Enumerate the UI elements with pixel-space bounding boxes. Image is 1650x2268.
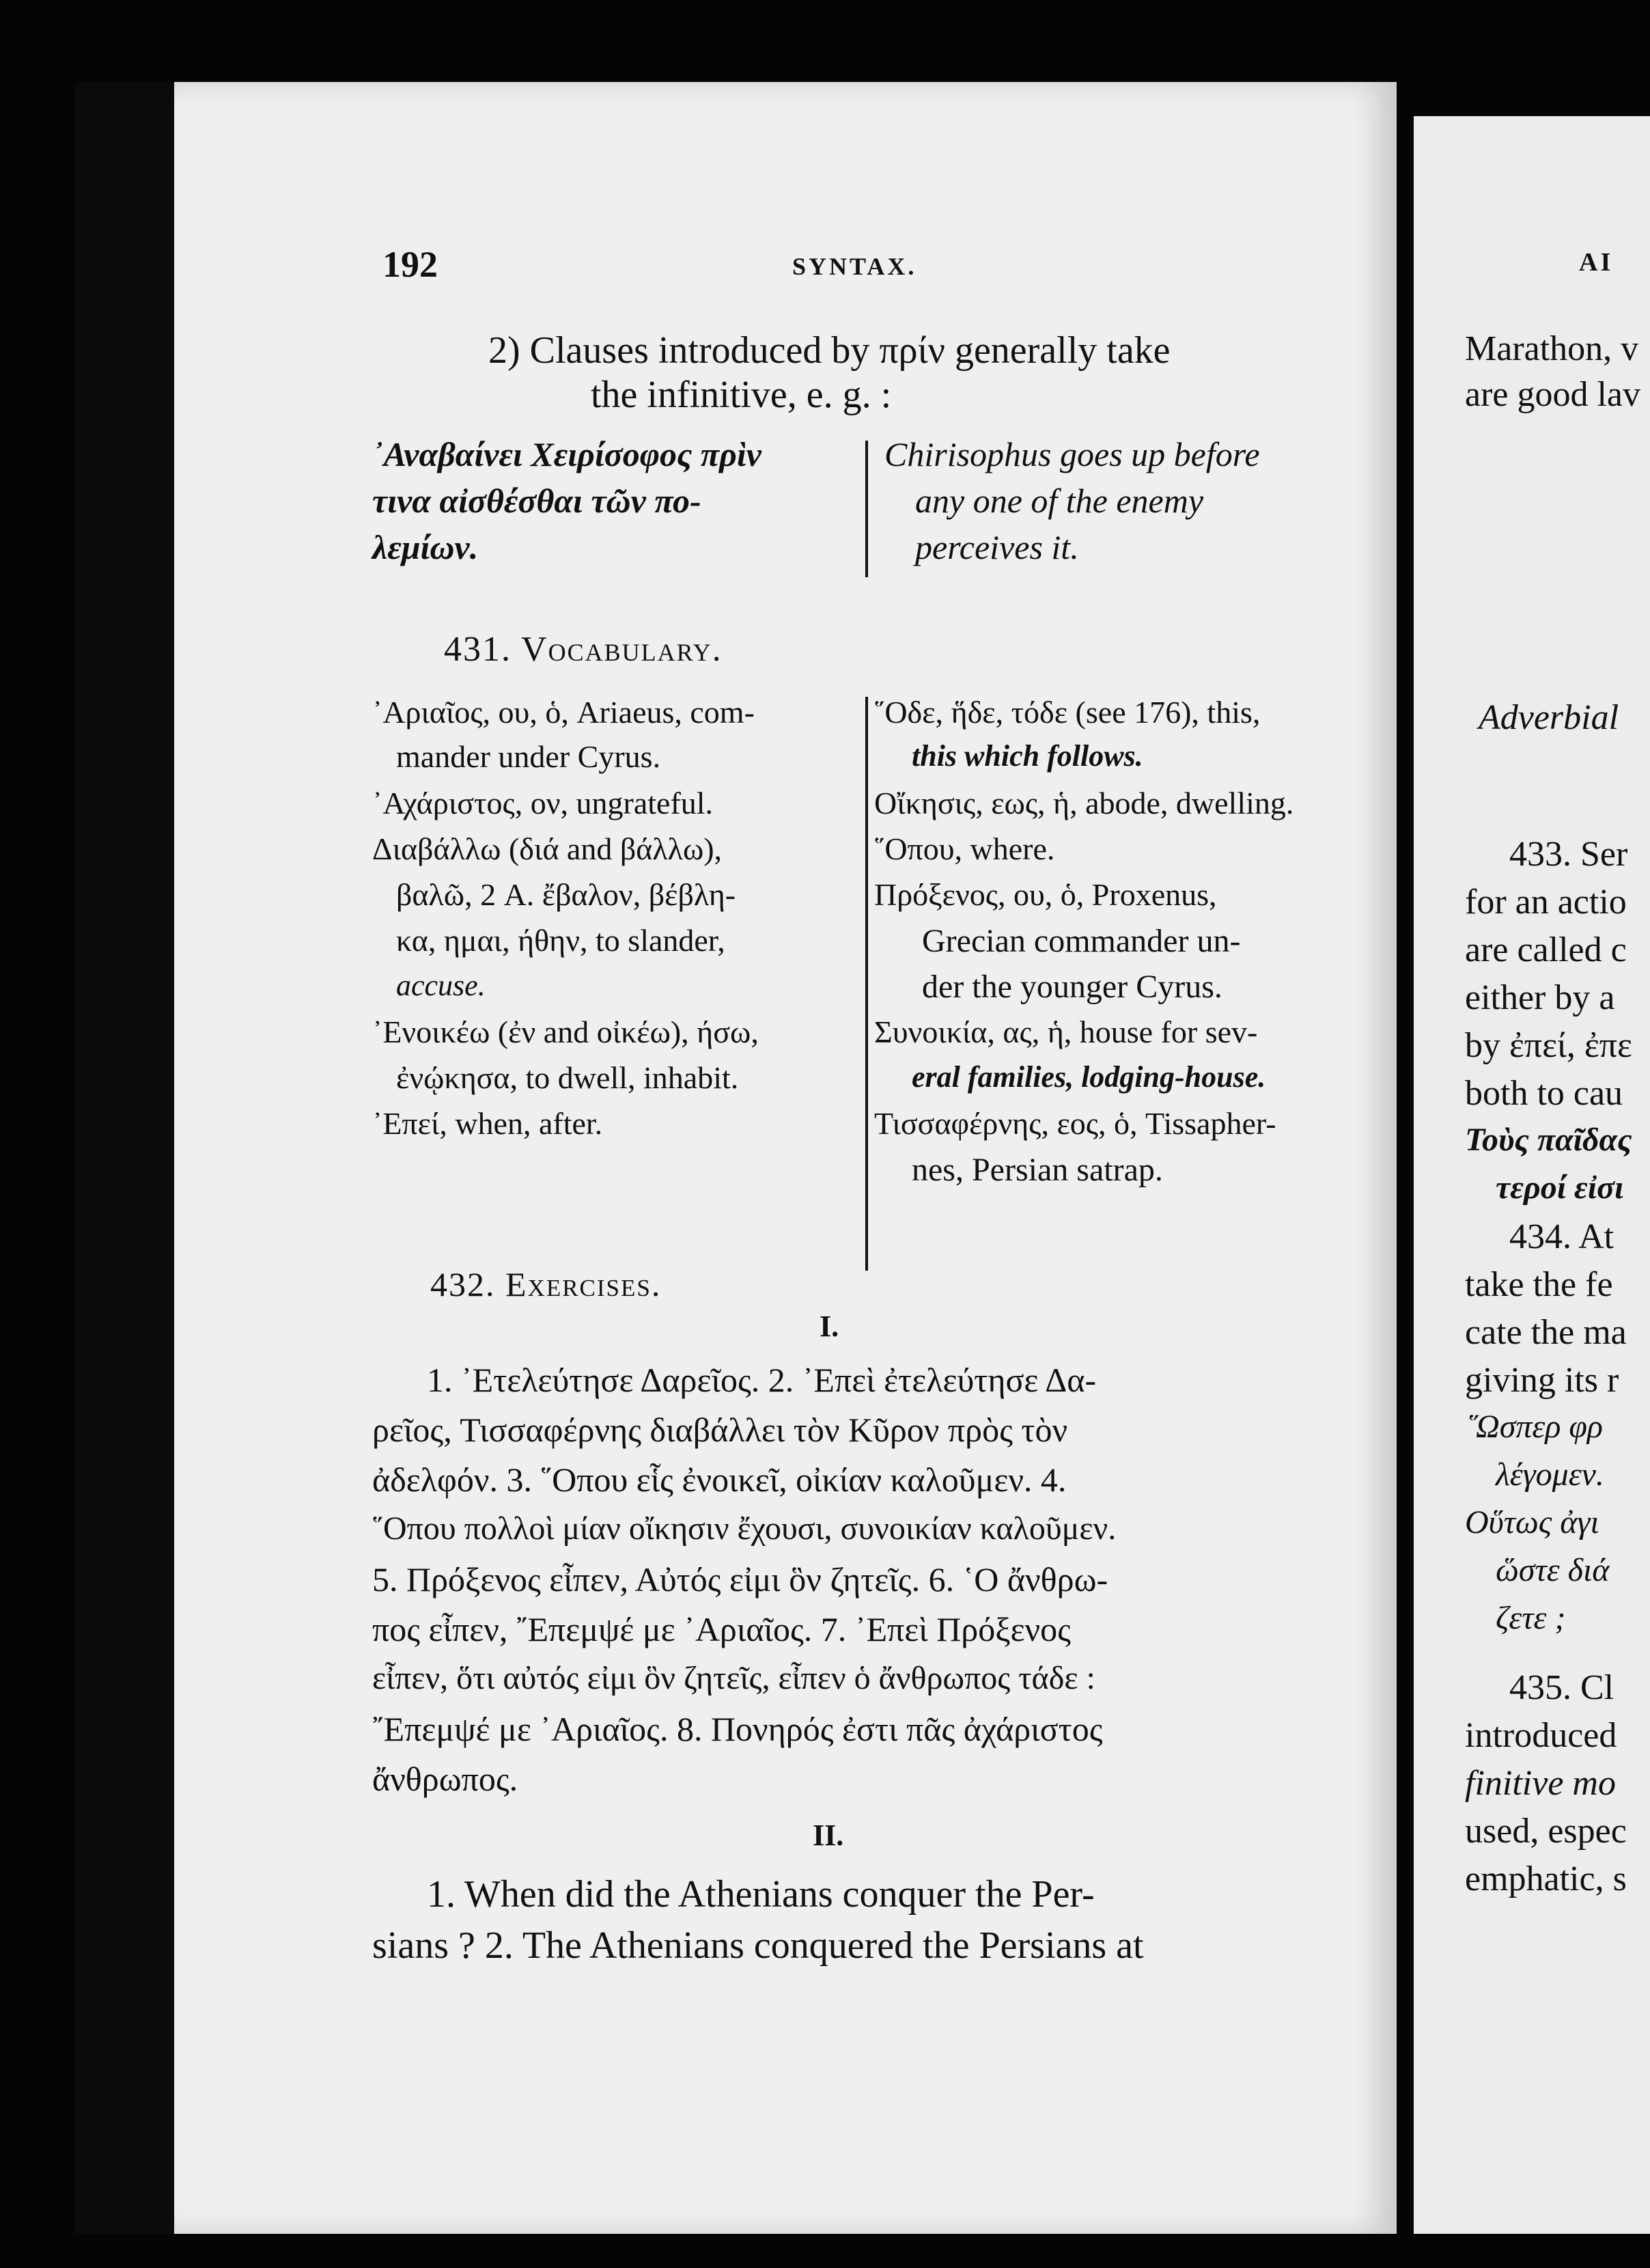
vocab-entry: nes, Persian satrap.	[912, 1152, 1163, 1188]
example-greek-line: λεμίων.	[372, 528, 479, 566]
right-line: are called c	[1465, 930, 1627, 969]
vocab-entry: Πρόξενος, ου, ὁ, Proxenus,	[874, 877, 1217, 912]
right-line: ζετε ;	[1496, 1600, 1566, 1636]
exercise-one-line: εἶπεν, ὅτι αὐτός εἰμι ὃν ζητεῖς, εἶπεν ὁ ἄνθρωπος τάδε :	[372, 1660, 1095, 1696]
vocab-entry: this which follows.	[912, 739, 1143, 773]
right-line: Marathon, v	[1465, 329, 1639, 368]
right-line: Οὕτως ἀγι	[1465, 1504, 1599, 1540]
section-one-label: I.	[820, 1310, 839, 1343]
right-line: τεροί εἰσι	[1496, 1170, 1624, 1206]
right-page-fragment	[1414, 116, 1650, 2234]
rule-line-1: 2) Clauses introduced by πρίν generally take	[488, 329, 1171, 372]
right-line: λέγομεν.	[1496, 1456, 1604, 1493]
exercise-one-line: 1. ᾿Ετελεύτησε Δαρεῖος. 2. ᾿Επεὶ ἐτελεύτησε Δα-	[427, 1361, 1097, 1399]
vocab-entry: Grecian commander un-	[922, 923, 1241, 959]
right-line: are good lav	[1465, 375, 1641, 414]
example-greek-line: ᾿Αναβαίνει Χειρίσοφος πρὶν	[372, 435, 761, 473]
left-page	[174, 82, 1397, 2234]
vocab-entry: ῞Οπου, where.	[874, 831, 1055, 866]
exercise-one-line: ἀδελφόν. 3. ῞Οπου εἷς ἐνοικεῖ, οἰκίαν καλοῦμεν. 4.	[372, 1461, 1067, 1499]
exercises-heading: 432. Exercises.	[430, 1265, 662, 1303]
right-line: 435. Cl	[1509, 1668, 1614, 1707]
right-line: Adverbial	[1479, 698, 1619, 737]
page-number: 192	[382, 244, 438, 285]
vocab-entry: ῞Οδε, ἥδε, τόδε (see 176), this,	[874, 695, 1261, 730]
section-two-label: II.	[813, 1818, 844, 1852]
vocab-divider	[865, 697, 868, 1271]
exercise-one-line: ἄνθρωπος.	[372, 1760, 518, 1798]
vocab-entry: der the younger Cyrus.	[922, 969, 1222, 1005]
vocab-entry: ᾿Ενοικέω (ἐν and οἰκέω), ήσω,	[372, 1014, 759, 1049]
vocab-entry: ᾿Επεί, when, after.	[372, 1106, 603, 1141]
exercise-one-line: 5. Πρόξενος εἶπεν, Αὐτός εἰμι ὃν ζητεῖς. 6. ῾Ο ἄνθρω-	[372, 1560, 1108, 1599]
vocab-entry: ἐνῴκησα, to dwell, inhabit.	[396, 1060, 739, 1095]
example-english-line: perceives it.	[915, 528, 1079, 566]
right-line: take the fe	[1465, 1265, 1613, 1304]
right-line: finitive mo	[1465, 1764, 1616, 1803]
example-english-line: any one of the enemy	[915, 482, 1204, 520]
right-line: 434. At	[1509, 1217, 1614, 1256]
right-line: by ἐπεί, ἐπε	[1465, 1026, 1632, 1065]
running-head: SYNTAX.	[792, 253, 917, 280]
exercise-two-line: sians ? 2. The Athenians conquered the Persians at	[372, 1924, 1144, 1967]
right-running-head: AI	[1579, 248, 1614, 277]
right-line: ὥστε διά	[1496, 1552, 1610, 1588]
vocab-entry: accuse.	[396, 969, 486, 1002]
exercise-one-line: ῎Επεμψέ με ᾿Αριαῖος. 8. Πονηρός ἐστι πᾶς ἀχάριστος	[372, 1710, 1103, 1748]
right-line: emphatic, s	[1465, 1859, 1627, 1898]
right-line: giving its r	[1465, 1361, 1619, 1400]
right-line: either by a	[1465, 978, 1615, 1017]
example-english-line: Chirisophus goes up before	[884, 435, 1260, 473]
right-line: Τοὺς παῖδας	[1465, 1122, 1632, 1158]
rule-line-2: the infinitive, e. g. :	[591, 374, 892, 416]
right-line: cate the ma	[1465, 1313, 1627, 1352]
right-line: for an actio	[1465, 883, 1627, 922]
book-spine-shadow	[75, 82, 178, 2234]
exercise-one-line: πος εἶπεν, ῎Επεμψέ με ᾿Αριαῖος. 7. ᾿Επεὶ Πρόξενος	[372, 1610, 1071, 1648]
vocab-entry: ᾿Αριαῖος, ου, ὁ, Ariaeus, com-	[372, 695, 755, 730]
vocab-entry: Διαβάλλω (διά and βάλλω),	[372, 831, 723, 866]
right-line: 433. Ser	[1509, 835, 1628, 874]
vocab-entry: Οἴκησις, εως, ἡ, abode, dwelling.	[874, 786, 1294, 820]
right-line: used, espec	[1465, 1812, 1627, 1851]
vocab-entry: mander under Cyrus.	[396, 739, 661, 774]
right-line: both to cau	[1465, 1074, 1623, 1113]
exercise-one-line: ῞Οπου πολλοὶ μίαν οἴκησιν ἔχουσι, συνοικίαν καλοῦμεν.	[372, 1510, 1117, 1547]
vocab-entry: ᾿Αχάριστος, ον, ungrateful.	[372, 786, 714, 820]
right-line: ῞Ωσπερ φρ	[1465, 1409, 1603, 1445]
vocab-entry: βαλῶ, 2 A. ἔβαλον, βέβλη-	[396, 877, 736, 912]
vocab-entry: Τισσαφέρνης, εος, ὁ, Tissapher-	[874, 1106, 1276, 1141]
vocabulary-heading: 431. Vocabulary.	[444, 630, 723, 669]
vocab-entry: Συνοικία, ας, ἡ, house for sev-	[874, 1014, 1258, 1049]
vocab-entry: eral families, lodging-house.	[912, 1060, 1266, 1094]
example-greek-line: τινα αἰσθέσθαι τῶν πο-	[372, 482, 701, 520]
exercise-one-line: ρεῖος, Τισσαφέρνης διαβάλλει τὸν Κῦρον πρὸς τὸν	[372, 1411, 1068, 1449]
example-divider	[865, 441, 868, 577]
vocab-entry: κα, ημαι, ήθην, to slander,	[396, 923, 725, 958]
right-line: introduced	[1465, 1716, 1617, 1755]
exercise-two-line: 1. When did the Athenians conquer the Per-	[427, 1873, 1095, 1916]
